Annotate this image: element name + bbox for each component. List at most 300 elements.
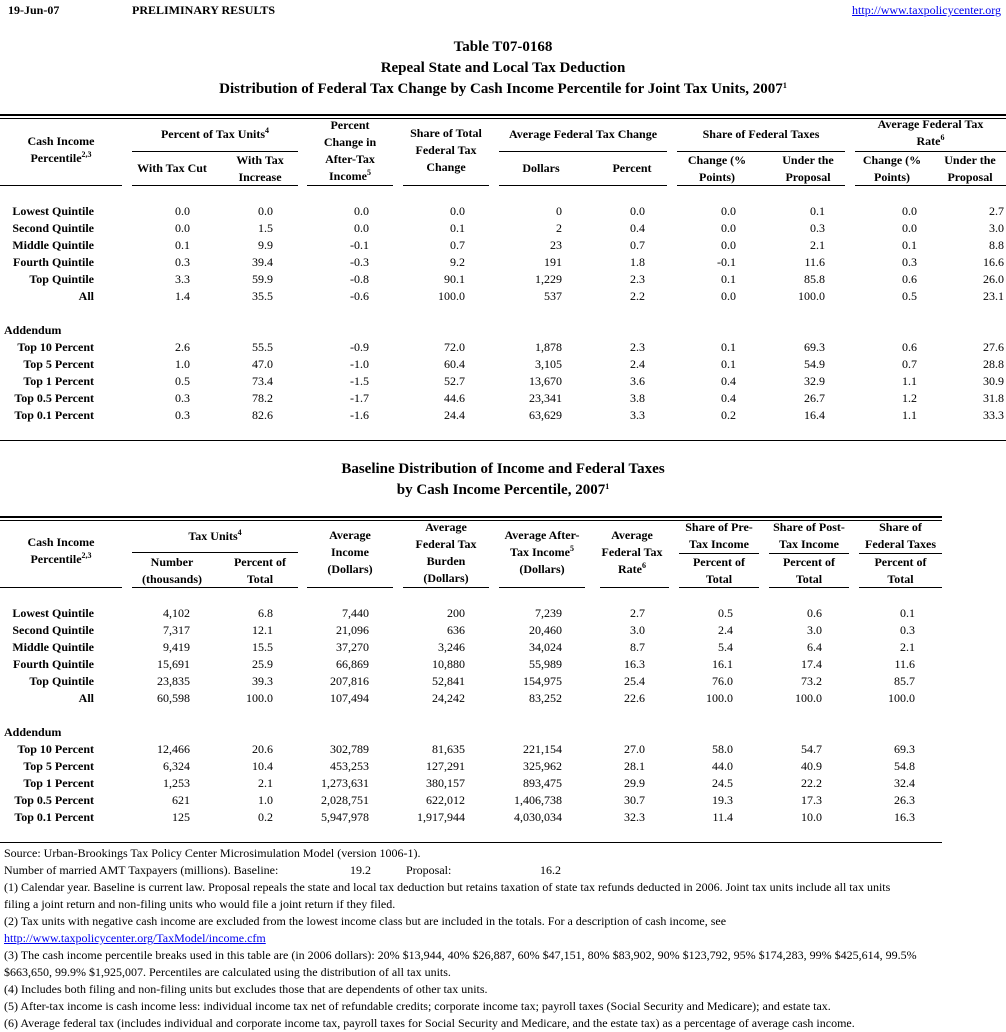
table-cell: 34,024 <box>529 640 562 654</box>
header-text <box>855 133 1006 150</box>
table-cell: 154,975 <box>523 674 562 688</box>
header-text: Federal Taxes <box>865 537 936 551</box>
table-cell: 33.3 <box>983 408 1004 422</box>
header-underline <box>307 587 393 588</box>
amt-note <box>4 862 561 879</box>
col-header-percent: Percent <box>612 161 652 175</box>
table-cell: 1.5 <box>258 221 273 235</box>
table-cell: 1,878 <box>535 340 562 354</box>
header-underline <box>859 587 942 588</box>
header-text: Average <box>425 520 467 534</box>
header-underline <box>499 151 667 152</box>
table-cell: 9.9 <box>258 238 273 252</box>
table-cell: 302,789 <box>330 742 369 756</box>
header-text: Cash Income <box>27 134 95 148</box>
table-cell: 16.3 <box>624 657 645 671</box>
table-cell: 12,466 <box>157 742 190 756</box>
table-cell: 25.9 <box>252 657 273 671</box>
footnote-1-cont: filing a joint return and non-filing units who would file a joint return if they filed. <box>4 897 396 911</box>
table-cell: 3.0 <box>989 221 1004 235</box>
header-text: Tax Income <box>689 537 749 551</box>
amt-proposal-value: 16.2 <box>540 863 561 877</box>
table-cell: 66,869 <box>336 657 369 671</box>
table-cell: 100.0 <box>798 289 825 303</box>
table-cell: 19.3 <box>712 793 733 807</box>
row-label: Second Quintile <box>12 221 94 235</box>
table-cell: 60,598 <box>157 691 190 705</box>
table-cell: 1,406,738 <box>514 793 562 807</box>
table-cell: 0.0 <box>721 238 736 252</box>
col-header-number <box>132 554 212 588</box>
table-cell: 0.0 <box>721 289 736 303</box>
table-cell: 76.0 <box>712 674 733 688</box>
header-text: With Tax <box>236 153 284 167</box>
table-cell: 100.0 <box>438 289 465 303</box>
header-text: Tax Income <box>510 545 570 559</box>
header-underline <box>0 587 122 588</box>
table-cell: 69.3 <box>894 742 915 756</box>
table-cell: -0.1 <box>717 255 736 269</box>
header-text: Percent of <box>233 555 287 569</box>
table-cell: 1.1 <box>902 408 917 422</box>
table-cell: 7,239 <box>535 606 562 620</box>
table-cell: 8.8 <box>989 238 1004 252</box>
footnote-2: (2) Tax units with negative cash income are excluded from the lowest income class but are included in the totals. For a description of cash income, see <box>4 914 727 928</box>
table-cell: 5.4 <box>718 640 733 654</box>
col-header-dollars: Dollars <box>522 161 560 175</box>
col-header-avg-burden <box>403 519 489 587</box>
table-cell: 0.1 <box>721 272 736 286</box>
table-cell: 2.6 <box>175 340 190 354</box>
table-cell: 0.0 <box>450 204 465 218</box>
baseline-title: Baseline Distribution of Income and Federal Taxes <box>341 461 665 477</box>
table-cell: 10,880 <box>432 657 465 671</box>
header-underline <box>677 185 845 186</box>
table-cell: 0.7 <box>630 238 645 252</box>
table-subtitle: Repeal State and Local Tax Deduction <box>380 60 626 76</box>
table-cell: 0.1 <box>450 221 465 235</box>
row-label: Top 5 Percent <box>23 357 94 371</box>
table-cell: -1.7 <box>350 391 369 405</box>
table-cell: 0.3 <box>902 255 917 269</box>
table-cell: 69.3 <box>804 340 825 354</box>
table-cell: 0.0 <box>630 204 645 218</box>
table-cell: 52,841 <box>432 674 465 688</box>
table-cell: -0.3 <box>350 255 369 269</box>
header-text: Percentile <box>30 151 82 165</box>
footnote-ref: 2,3 <box>81 150 92 159</box>
header-text: Percent of Tax Units <box>160 127 266 141</box>
table-cell: 0.0 <box>258 204 273 218</box>
table-cell: 0.1 <box>175 238 190 252</box>
footnote-1: (1) Calendar year. Baseline is current law. Proposal repeals the state and local tax deduction but retains taxation of state tax refunds deducted in 2006. Joint tax units include all tax units <box>4 880 891 894</box>
table-cell: 15.5 <box>252 640 273 654</box>
col-group-share-fed-taxes <box>859 519 942 553</box>
table-cell: 100.0 <box>706 691 733 705</box>
header-underline <box>132 185 298 186</box>
table-cell: 23 <box>550 238 562 252</box>
table-cell: 35.5 <box>252 289 273 303</box>
table-cell: 25.4 <box>624 674 645 688</box>
table-cell: 0.0 <box>902 204 917 218</box>
table-cell: 16.4 <box>804 408 825 422</box>
table-cell: 11.4 <box>712 810 733 824</box>
table-cell: 30.7 <box>624 793 645 807</box>
table-cell: 2.2 <box>630 289 645 303</box>
col-header-pct-total <box>220 554 300 588</box>
table-cell: 2.1 <box>810 238 825 252</box>
table-cell: 0.1 <box>900 606 915 620</box>
footnote-ref: 6 <box>940 133 945 142</box>
table-cell: 0.4 <box>721 374 736 388</box>
table-cell: 8.7 <box>630 640 645 654</box>
table-cell: 893,475 <box>523 776 562 790</box>
table-cell: -0.8 <box>350 272 369 286</box>
table-cell: 0.0 <box>902 221 917 235</box>
table-cell: 82.6 <box>252 408 273 422</box>
table-cell: -0.6 <box>350 289 369 303</box>
table-id: Table T07-0168 <box>453 39 553 55</box>
table-cell: 2.4 <box>718 623 733 637</box>
table-cell: -0.1 <box>350 238 369 252</box>
table-cell: 3.8 <box>630 391 645 405</box>
table-cell: 3.0 <box>630 623 645 637</box>
col-header-avg-income <box>307 527 393 578</box>
footnote-4: (4) Includes both filing and non-filing units but excludes those that are dependents of other tax units. <box>4 982 488 996</box>
baseline-subtitle-text: by Cash Income Percentile, 2007 <box>396 482 606 498</box>
table-cell: 1,917,944 <box>417 810 465 824</box>
table-cell: 78.2 <box>252 391 273 405</box>
footnote-ref: 1 <box>605 482 610 491</box>
table-cell: 23.1 <box>983 289 1004 303</box>
header-underline <box>499 587 585 588</box>
col-header-pct-change-after-tax <box>307 117 393 185</box>
header-text <box>595 561 669 578</box>
col-group-share-pretax <box>679 519 759 553</box>
table-cell: 52.7 <box>444 374 465 388</box>
footnote-ref: 2,3 <box>81 551 92 560</box>
row-label: Lowest Quintile <box>12 204 94 218</box>
header-text: Tax Units <box>188 529 238 543</box>
header-text <box>0 150 122 167</box>
table-cell: 191 <box>544 255 562 269</box>
header-text: Income <box>329 169 367 183</box>
header-text: Percentile <box>30 552 82 566</box>
row-label: Top 10 Percent <box>17 340 94 354</box>
row-label: Top 5 Percent <box>23 759 94 773</box>
col-header-rate-under-proposal <box>934 152 1006 186</box>
table-cell: 73.4 <box>252 374 273 388</box>
col-header-with-tax-increase <box>220 152 300 186</box>
table-bottom-rule <box>0 842 942 843</box>
table-cell: 4,102 <box>163 606 190 620</box>
header-text: Federal Tax <box>415 537 477 551</box>
table-cell: 0.1 <box>721 357 736 371</box>
col-header-avg-rate <box>595 527 669 578</box>
header-text: Number <box>150 555 194 569</box>
table-cell: 27.6 <box>983 340 1004 354</box>
table-cell: -1.5 <box>350 374 369 388</box>
table-cell: 16.1 <box>712 657 733 671</box>
table-cell: 85.8 <box>804 272 825 286</box>
addendum-label: Addendum <box>4 725 62 739</box>
table-cell: 1,273,631 <box>321 776 369 790</box>
header-text: Tax Income <box>779 537 839 551</box>
table-cell: 2.1 <box>900 640 915 654</box>
table-cell: 0.6 <box>902 272 917 286</box>
header-text: Federal Tax <box>601 545 663 559</box>
header-text: Rate <box>618 562 642 576</box>
table-cell: 26.7 <box>804 391 825 405</box>
table-cell: 24.5 <box>712 776 733 790</box>
table-cell: 73.2 <box>801 674 822 688</box>
table-cell: 0.1 <box>721 340 736 354</box>
table-cell: 22.6 <box>624 691 645 705</box>
table-cell: 21,096 <box>336 623 369 637</box>
header-text: After-Tax <box>325 152 375 166</box>
header-text: Percent of <box>782 555 836 569</box>
taxpolicycenter-link[interactable]: http://www.taxpolicycenter.org <box>852 3 1001 17</box>
table-cell: 23,341 <box>529 391 562 405</box>
footnote-ref: 1 <box>782 81 787 90</box>
header-text: Under the <box>782 153 834 167</box>
table-cell: 32.3 <box>624 810 645 824</box>
table-cell: 28.8 <box>983 357 1004 371</box>
col-header-percentile <box>0 534 122 568</box>
row-label: Fourth Quintile <box>12 255 94 269</box>
header-text: Change (% <box>862 153 922 167</box>
table-cell: 6,324 <box>163 759 190 773</box>
table-cell: 63,629 <box>529 408 562 422</box>
table-cell: 2.4 <box>630 357 645 371</box>
header-text: Federal Tax <box>415 143 477 157</box>
table-description <box>0 79 1006 99</box>
header-text: Change <box>426 160 466 174</box>
table-cell: 9,419 <box>163 640 190 654</box>
table-cell: 47.0 <box>252 357 273 371</box>
table-cell: 1.0 <box>258 793 273 807</box>
table-cell: 636 <box>447 623 465 637</box>
header-text: Percent <box>330 118 370 132</box>
table-cell: 3,246 <box>438 640 465 654</box>
table-cell: 85.7 <box>894 674 915 688</box>
col-group-tax-units <box>132 528 298 545</box>
header-text: Proposal <box>947 170 993 184</box>
col-header-rate-change-pts <box>857 152 927 186</box>
header-text: Total <box>887 572 914 586</box>
footnote-5: (5) After-tax income is cash income less: individual income tax net of refundable credits; corporate income tax; payroll taxes (Social Security and Medicare); and estate tax. <box>4 999 831 1013</box>
table-cell: 13,670 <box>529 374 562 388</box>
header-text: Cash Income <box>27 535 95 549</box>
table-cell: 5,947,978 <box>321 810 369 824</box>
table-cell: -1.0 <box>350 357 369 371</box>
header-text: Share of Post- <box>773 520 845 534</box>
table-cell: 81,635 <box>432 742 465 756</box>
header-text: Total <box>246 572 274 586</box>
col-header-share-change-pts <box>677 152 757 186</box>
table-cell: 0.0 <box>721 204 736 218</box>
table-cell: 2.3 <box>630 272 645 286</box>
table-cell: 2.7 <box>630 606 645 620</box>
table-cell: 1.8 <box>630 255 645 269</box>
table-cell: 83,252 <box>529 691 562 705</box>
table-cell: 0.1 <box>902 238 917 252</box>
table-cell: 107,494 <box>330 691 369 705</box>
header-text: Share of <box>879 520 922 534</box>
table-cell: 2,028,751 <box>321 793 369 807</box>
table-cell: 0.7 <box>902 357 917 371</box>
table-cell: 127,291 <box>426 759 465 773</box>
header-text: (Dollars) <box>519 562 565 576</box>
table-cell: 24.4 <box>444 408 465 422</box>
footnote-ref: 4 <box>265 126 270 135</box>
table-cell: 0.0 <box>175 204 190 218</box>
table-cell: 100.0 <box>795 691 822 705</box>
footnote-ref: 5 <box>367 168 371 177</box>
footnote-ref: 4 <box>237 528 242 537</box>
table-cell: 0.4 <box>721 391 736 405</box>
table-cell: 11.6 <box>804 255 825 269</box>
table-cell: 0.2 <box>721 408 736 422</box>
row-label: All <box>78 691 94 705</box>
table-cell: 2.1 <box>258 776 273 790</box>
table-cell: 0.3 <box>810 221 825 235</box>
table-cell: 28.1 <box>624 759 645 773</box>
header-text: Burden <box>426 554 466 568</box>
addendum-label: Addendum <box>4 323 62 337</box>
row-label: Top 0.1 Percent <box>14 408 94 422</box>
table-cell: 55,989 <box>529 657 562 671</box>
table-cell: 3.6 <box>630 374 645 388</box>
table-cell: 0.5 <box>902 289 917 303</box>
table-cell: 27.0 <box>624 742 645 756</box>
table-cell: 32.4 <box>894 776 915 790</box>
table-cell: 20,460 <box>529 623 562 637</box>
row-label: All <box>78 289 94 303</box>
header-underline <box>403 185 489 186</box>
table-cell: 0.4 <box>630 221 645 235</box>
income-definition-link[interactable]: http://www.taxpolicycenter.org/TaxModel/income.cfm <box>4 931 266 945</box>
table-cell: 10.4 <box>252 759 273 773</box>
footnote-ref: 5 <box>569 544 574 553</box>
table-cell: 1.4 <box>175 289 190 303</box>
table-cell: 207,816 <box>330 674 369 688</box>
table-cell: 221,154 <box>523 742 562 756</box>
header-text: Average Federal Tax <box>877 117 984 131</box>
col-group-avg-fed-tax-change: Average Federal Tax Change <box>508 127 658 141</box>
table-cell: 23,835 <box>157 674 190 688</box>
table-cell: 17.3 <box>801 793 822 807</box>
row-label: Top Quintile <box>29 272 94 286</box>
header-text: Average <box>329 528 371 542</box>
table-cell: 32.9 <box>804 374 825 388</box>
header-underline <box>132 587 298 588</box>
col-group-pct-tax-units <box>132 126 298 143</box>
col-header-share-fed-pct <box>859 554 942 588</box>
table-cell: 100.0 <box>246 691 273 705</box>
table-cell: 100.0 <box>888 691 915 705</box>
table-cell: 325,962 <box>523 759 562 773</box>
table-cell: 11.6 <box>894 657 915 671</box>
header-text: Share of Total <box>410 126 482 140</box>
col-header-share-under-proposal <box>767 152 849 186</box>
amt-label: Number of married AMT Taxpayers (millions). Baseline: <box>4 863 279 877</box>
col-header-share-total-change <box>403 125 489 176</box>
table-cell: 22.2 <box>801 776 822 790</box>
table-cell: 20.6 <box>252 742 273 756</box>
table-cell: 3.3 <box>630 408 645 422</box>
amt-baseline-value: 19.2 <box>350 863 371 877</box>
footnote-ref: 6 <box>642 561 646 570</box>
table-cell: 0.6 <box>902 340 917 354</box>
row-label: Fourth Quintile <box>12 657 94 671</box>
table-cell: 0.1 <box>810 204 825 218</box>
row-label: Top 0.5 Percent <box>14 793 94 807</box>
table-cell: 453,253 <box>330 759 369 773</box>
table-cell: 1,229 <box>535 272 562 286</box>
table-cell: 0.3 <box>175 408 190 422</box>
table-cell: 1.0 <box>175 357 190 371</box>
table-cell: 2.7 <box>989 204 1004 218</box>
header-text: Average After- <box>504 528 580 542</box>
table-cell: 0.0 <box>354 221 369 235</box>
table-cell: 60.4 <box>444 357 465 371</box>
header-text: (Dollars) <box>423 571 469 585</box>
header-text: (thousands) <box>141 572 203 586</box>
table-cell: 10.0 <box>801 810 822 824</box>
table-cell: 125 <box>172 810 190 824</box>
footnote-3: (3) The cash income percentile breaks used in this table are (in 2006 dollars): 20% $13,944, 40% $26,887, 60% $47,151, 80% $83,902, 90% $123,792, 95% $174,283, 99% $425,614, 99.5% <box>4 948 917 962</box>
header-text: Points) <box>874 170 910 184</box>
table-cell: 2.3 <box>630 340 645 354</box>
header-text: Share of Pre- <box>685 520 753 534</box>
header-underline <box>132 552 298 553</box>
table-cell: 26.0 <box>983 272 1004 286</box>
header-text <box>499 544 585 561</box>
report-date: 19-Jun-07 <box>8 3 60 17</box>
table-cell: 621 <box>172 793 190 807</box>
table-cell: 3.0 <box>807 623 822 637</box>
col-header-avg-after-tax <box>499 527 585 578</box>
header-text: Proposal <box>785 170 831 184</box>
table-cell: 3.3 <box>175 272 190 286</box>
col-header-with-tax-cut: With Tax Cut <box>137 161 207 175</box>
table-cell: 54.7 <box>801 742 822 756</box>
table-cell: 40.9 <box>801 759 822 773</box>
table-cell: 2 <box>556 221 562 235</box>
header-text: Percent of <box>692 555 746 569</box>
table-description-text: Distribution of Federal Tax Change by Cash Income Percentile for Joint Tax Units, 2007 <box>219 81 783 97</box>
header-text: Percent of <box>874 555 927 569</box>
table-cell: 0.3 <box>175 391 190 405</box>
table-cell: 16.6 <box>983 255 1004 269</box>
header-underline <box>403 587 489 588</box>
row-label: Middle Quintile <box>12 238 94 252</box>
table-cell: 29.9 <box>624 776 645 790</box>
header-text: Total <box>795 572 823 586</box>
table-cell: 17.4 <box>801 657 822 671</box>
table-cell: 7,317 <box>163 623 190 637</box>
table-cell: 1.1 <box>902 374 917 388</box>
table-cell: 200 <box>447 606 465 620</box>
preliminary-results-label: PRELIMINARY RESULTS <box>132 3 276 17</box>
header-underline <box>679 587 759 588</box>
table-cell: 0.5 <box>175 374 190 388</box>
header-text: Income <box>331 545 369 559</box>
table-cell: 0.3 <box>900 623 915 637</box>
header-text: Change in <box>323 135 377 149</box>
row-label: Lowest Quintile <box>12 606 94 620</box>
